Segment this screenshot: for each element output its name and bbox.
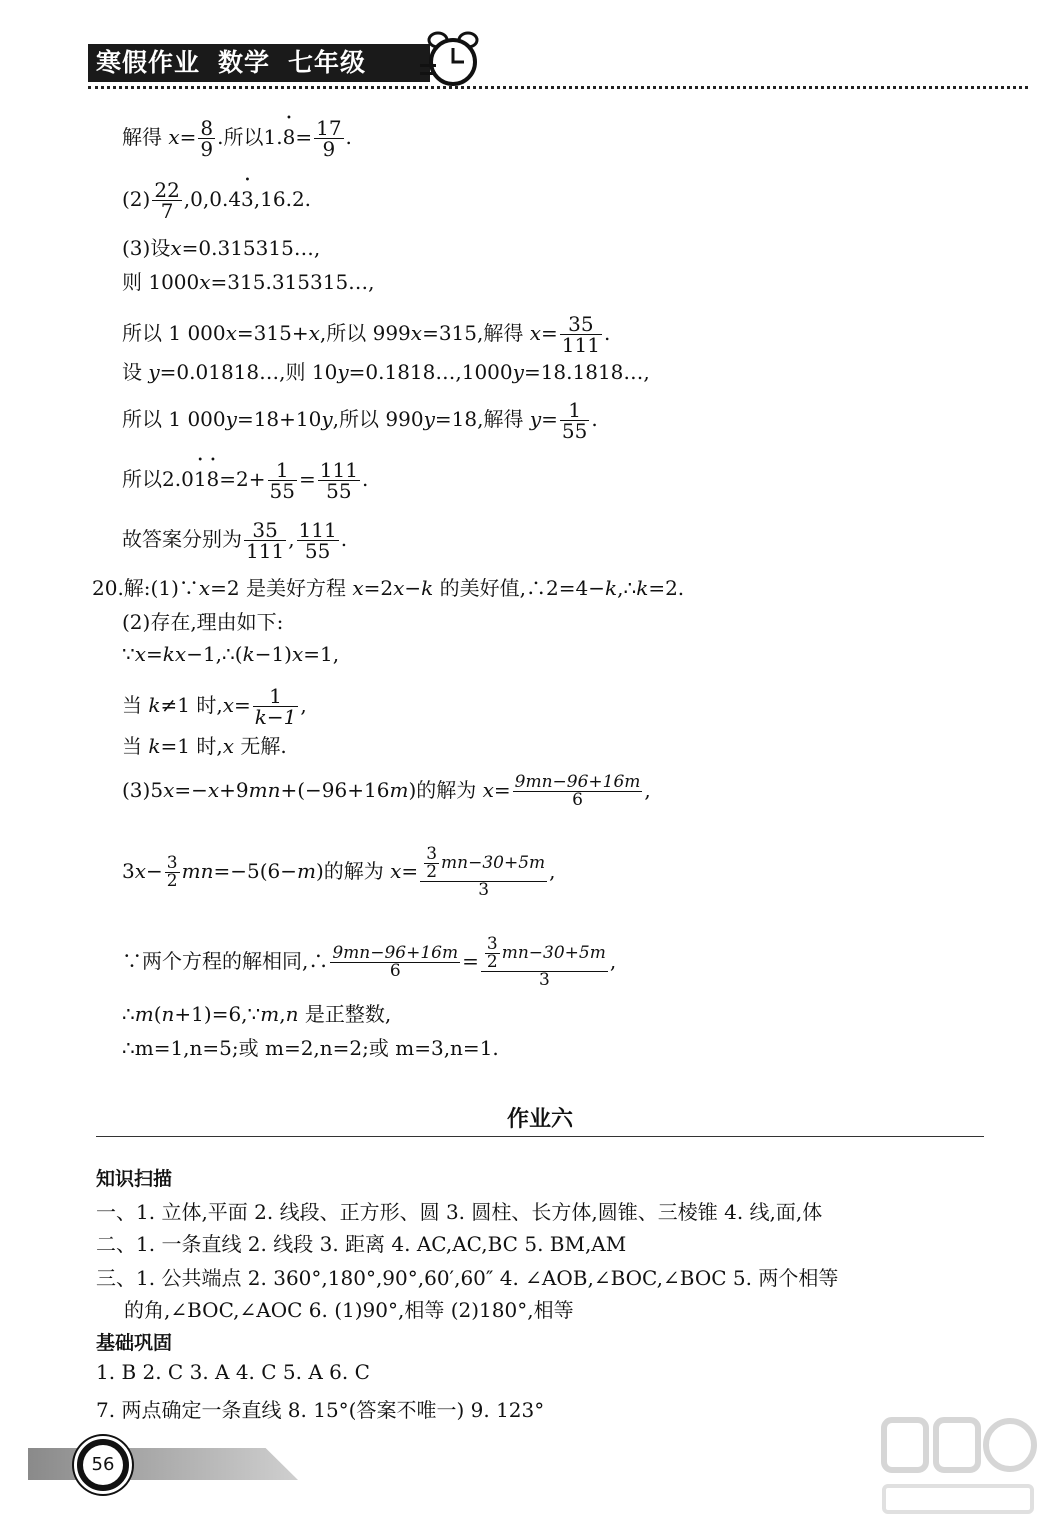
- var: y: [337, 360, 349, 384]
- numerator: 111: [298, 518, 337, 542]
- var: y: [529, 407, 542, 431]
- denominator: 7: [152, 200, 181, 221]
- fraction: [314, 118, 343, 159]
- text-line: 故答案分别为 $\frac{35}{111}$ , $\frac{111}{55}$ .: [122, 518, 348, 563]
- var: mn: [248, 778, 281, 802]
- text: ,所以 999: [319, 321, 411, 345]
- text: ∴: [122, 1002, 135, 1026]
- fraction: [330, 945, 460, 980]
- text: ≠1 时,: [160, 693, 223, 717]
- numerator: [481, 936, 608, 971]
- denominator: 2: [166, 871, 178, 891]
- var: x: [529, 321, 541, 345]
- numerator: 35: [568, 312, 594, 336]
- alarm-clock-icon: [418, 28, 488, 88]
- text-line: [122, 180, 311, 221]
- numerator: 111: [319, 458, 358, 482]
- repeating-digit: • 1: [194, 469, 207, 489]
- numerator: 1: [269, 684, 282, 708]
- numerator: 17: [316, 116, 342, 140]
- page-number: 56: [83, 1445, 123, 1485]
- fraction: [485, 936, 500, 971]
- numerator-tail: mn−30+5m: [501, 943, 606, 963]
- var: k: [148, 734, 161, 758]
- text: −1,∴(: [186, 642, 243, 666]
- text: ,∴: [617, 576, 637, 600]
- text: (: [153, 1002, 162, 1026]
- var: x: [198, 576, 211, 600]
- var: x: [174, 642, 187, 666]
- var: k: [636, 576, 649, 600]
- fraction: [165, 855, 180, 890]
- var: m: [297, 859, 316, 883]
- text-line: (2)存在,理由如下:: [122, 610, 284, 634]
- section-title: 作业六: [506, 1107, 573, 1132]
- text: =18+10: [236, 407, 322, 431]
- text: ,16.2.: [253, 187, 312, 211]
- var: y: [225, 407, 237, 431]
- var: k: [604, 576, 618, 600]
- section-divider: [96, 1136, 984, 1137]
- text: 则 1000: [122, 270, 200, 294]
- denominator: k−1: [254, 705, 297, 729]
- denominator: 55: [318, 480, 360, 501]
- var: x: [168, 125, 180, 149]
- denominator: 55: [269, 479, 295, 503]
- fraction: [152, 180, 181, 221]
- answer-line: 二、1. 一条直线 2. 线段 3. 距离 4. AC,AC,BC 5. BM,AM: [96, 1232, 627, 1256]
- var: x: [222, 734, 234, 758]
- fraction: [198, 118, 215, 159]
- numerator: [420, 846, 547, 881]
- numerator: 9mn−96+16m: [514, 772, 641, 792]
- numerator: 22: [154, 178, 180, 202]
- var: x: [308, 321, 320, 345]
- text: −: [146, 859, 163, 883]
- var: k: [421, 576, 434, 600]
- repeating-digit: • 8: [283, 127, 296, 147]
- var: n: [161, 1002, 175, 1026]
- var: k: [162, 642, 175, 666]
- var: x: [163, 778, 175, 802]
- var: x: [390, 859, 402, 883]
- text: (2): [122, 187, 151, 211]
- denominator: 2: [486, 952, 498, 972]
- var: y: [148, 360, 160, 384]
- text: 所以2.0: [122, 467, 194, 491]
- var: y: [423, 407, 435, 431]
- denominator: 9: [314, 138, 343, 159]
- text: 所以 1 000: [122, 407, 226, 431]
- numerator: 35: [252, 518, 278, 542]
- denominator: 55: [297, 540, 339, 561]
- var: k: [242, 642, 255, 666]
- header-subject: 数学: [218, 48, 271, 77]
- denominator: 6: [513, 791, 643, 809]
- text: =: [298, 467, 316, 491]
- text: =18.1818…,: [523, 360, 650, 384]
- text: =315+: [236, 321, 309, 345]
- denominator: 3: [420, 881, 547, 899]
- var: x: [482, 778, 494, 802]
- subsection-title: 知识扫描: [96, 1168, 173, 1190]
- text: 20.解:(1)∵: [92, 576, 199, 600]
- fraction: [318, 460, 360, 501]
- page-number-badge: [74, 1436, 132, 1494]
- text: =0.315315…,: [181, 236, 321, 260]
- var: x: [170, 236, 182, 260]
- text: (3)5: [122, 778, 164, 802]
- fraction: [560, 400, 589, 441]
- text-line: [122, 362, 650, 382]
- var: y: [321, 407, 333, 431]
- text: 当: [122, 734, 142, 758]
- var: x: [134, 859, 147, 883]
- text-line: [122, 238, 320, 258]
- denominator: 3: [481, 971, 608, 989]
- fraction: [268, 460, 297, 501]
- text: =: [146, 642, 163, 666]
- header-grade: 七年级: [288, 48, 367, 77]
- var: x: [225, 321, 237, 345]
- answer-line: 一、1. 立体,平面 2. 线段、正方形、圆 3. 圆柱、长方体,圆锥、三棱锥 4. 线,面,体: [96, 1200, 823, 1224]
- text-line: 所以 1 000x=315+x,所以 999x=315,解得 x= $\frac{35}{111}$ .: [122, 312, 611, 357]
- text: −1): [254, 642, 292, 666]
- var: x: [199, 270, 211, 294]
- text-line: [122, 644, 339, 664]
- subsection-title: 基础巩固: [96, 1332, 173, 1354]
- text: 3: [122, 859, 135, 883]
- text: =2 是美好方程: [210, 576, 346, 600]
- denominator: 55: [561, 419, 588, 443]
- text: =0.1818…,1000: [348, 360, 513, 384]
- text: ,: [279, 1002, 286, 1026]
- numerator: 1: [568, 398, 581, 422]
- text: =: [295, 125, 313, 149]
- text: =0.01818…,则 10: [159, 360, 338, 384]
- var: y: [512, 360, 524, 384]
- header-bar: [88, 44, 430, 82]
- text: −: [404, 576, 422, 600]
- numerator: 1: [275, 458, 289, 482]
- text: ,0,0.4: [183, 187, 242, 211]
- var: m: [260, 1002, 280, 1026]
- text: ,所以 990: [332, 407, 424, 431]
- text: +9: [219, 778, 249, 802]
- var: m: [389, 778, 409, 802]
- text: =2.: [648, 576, 685, 600]
- text-line: [122, 736, 287, 756]
- fraction: [244, 520, 286, 561]
- text-line: 当 k≠1 时,x= $\frac{1}{k-1}$ ,: [122, 684, 307, 729]
- text-line: ∵两个方程的解相同,∴ $\frac{9mn-96+16m}{6}$ = $\frac{3}{2}$ mn−30+5m 3 ,: [122, 934, 617, 990]
- text: 所以 1 000: [122, 321, 226, 345]
- numerator-tail: mn−30+5m: [441, 853, 546, 873]
- text: =315,解得: [422, 321, 524, 345]
- var: x: [393, 576, 405, 600]
- denominator: 111: [246, 539, 285, 563]
- repeating-digit: • 8: [207, 469, 220, 489]
- text-line: (3)5x=−x+9mn+(−96+16m)的解为 x= $\frac{9mn-96+16m}{6}$ ,: [122, 772, 651, 810]
- numerator: 9mn−96+16m: [332, 943, 459, 963]
- text: (3)设: [122, 236, 171, 260]
- denominator: 111: [561, 333, 600, 357]
- header-title: 寒假作业: [96, 48, 201, 77]
- var: x: [134, 642, 147, 666]
- fraction: [560, 314, 602, 355]
- text: 的美好值,∴2=4−: [439, 576, 605, 600]
- text: =2: [363, 576, 394, 600]
- numerator: 3: [166, 853, 178, 873]
- text: =1 时,: [160, 734, 223, 758]
- fraction: [253, 686, 299, 727]
- footer-bar: [28, 1448, 298, 1480]
- text-line: 解得 x= $\frac{8}{9}$ .所以1.• 8= $\frac{17}{9}$ .: [122, 118, 352, 159]
- text: 解得: [122, 125, 162, 149]
- var: mn: [181, 859, 214, 883]
- text: =−5(6−: [213, 859, 297, 883]
- var: x: [352, 576, 364, 600]
- text: .所以1.: [217, 125, 283, 149]
- denominator: 6: [330, 962, 460, 980]
- text-line: [92, 578, 684, 598]
- text: 无解.: [240, 734, 287, 758]
- text: =315.315315…,: [210, 270, 375, 294]
- text: ∵: [122, 642, 135, 666]
- var: x: [207, 778, 220, 802]
- text-line: ∴m=1,n=5;或 m=2,n=2;或 m=3,n=1.: [122, 1036, 499, 1060]
- numerator: 8: [200, 116, 214, 140]
- fraction: [297, 520, 339, 561]
- text: =−: [174, 778, 208, 802]
- fraction: [420, 846, 547, 899]
- text: )的解为: [315, 859, 384, 883]
- text-line: 所以2.0• 1• 8=2+ $\frac{1}{55}$ = $\frac{111}{55}$ .: [122, 460, 368, 501]
- var: m: [134, 1002, 154, 1026]
- text: 当: [122, 693, 142, 717]
- text: 故答案分别为: [122, 527, 242, 551]
- answer-line: 1. B 2. C 3. A 4. C 5. A 6. C: [96, 1360, 370, 1384]
- var: x: [222, 693, 234, 717]
- numerator: 3: [426, 844, 438, 864]
- denominator: 9: [200, 137, 214, 161]
- fraction: [481, 936, 608, 989]
- text: 是正整数,: [304, 1002, 392, 1026]
- text-line: [122, 272, 375, 292]
- text: =2+: [219, 467, 266, 491]
- answer-line: 的角,∠BOC,∠AOC 6. (1)90°,相等 (2)180°,相等: [124, 1298, 574, 1322]
- text-line: [122, 1004, 391, 1024]
- text-line: 所以 1 000y=18+10y,所以 990y=18,解得 y= $\frac{1}{55}$ .: [122, 398, 598, 443]
- repeating-digit: • 3: [241, 189, 254, 209]
- text: =18,解得: [434, 407, 524, 431]
- var: k: [148, 693, 161, 717]
- text: 设: [122, 360, 142, 384]
- answer-line: 三、1. 公共端点 2. 360°,180°,90°,60′,60″ 4. ∠AOB,∠BOC,∠BOC 5. 两个相等: [96, 1266, 839, 1290]
- text: ∵两个方程的解相同,∴: [122, 949, 329, 973]
- text: )的解为: [408, 778, 477, 802]
- fraction: [424, 846, 439, 881]
- text: +(−96+16: [280, 778, 390, 802]
- answer-line: 7. 两点确定一条直线 8. 15°(答案不唯一) 9. 123°: [96, 1398, 545, 1422]
- fraction: [513, 774, 643, 809]
- header-divider: [88, 86, 1028, 89]
- text: =: [233, 693, 251, 717]
- text: +1)=6,∵: [174, 1002, 261, 1026]
- var: n: [285, 1002, 299, 1026]
- text: =1,: [303, 642, 340, 666]
- var: x: [291, 642, 304, 666]
- denominator: 2: [426, 862, 438, 882]
- text-line: 3x− $\frac{3}{2}$ mn=−5(6−m)的解为 x= $\frac{3}{2}$ mn−30+5m 3 ,: [122, 844, 556, 900]
- numerator: 3: [486, 934, 498, 954]
- watermark-logo-icon: [878, 1400, 1038, 1520]
- var: x: [410, 321, 423, 345]
